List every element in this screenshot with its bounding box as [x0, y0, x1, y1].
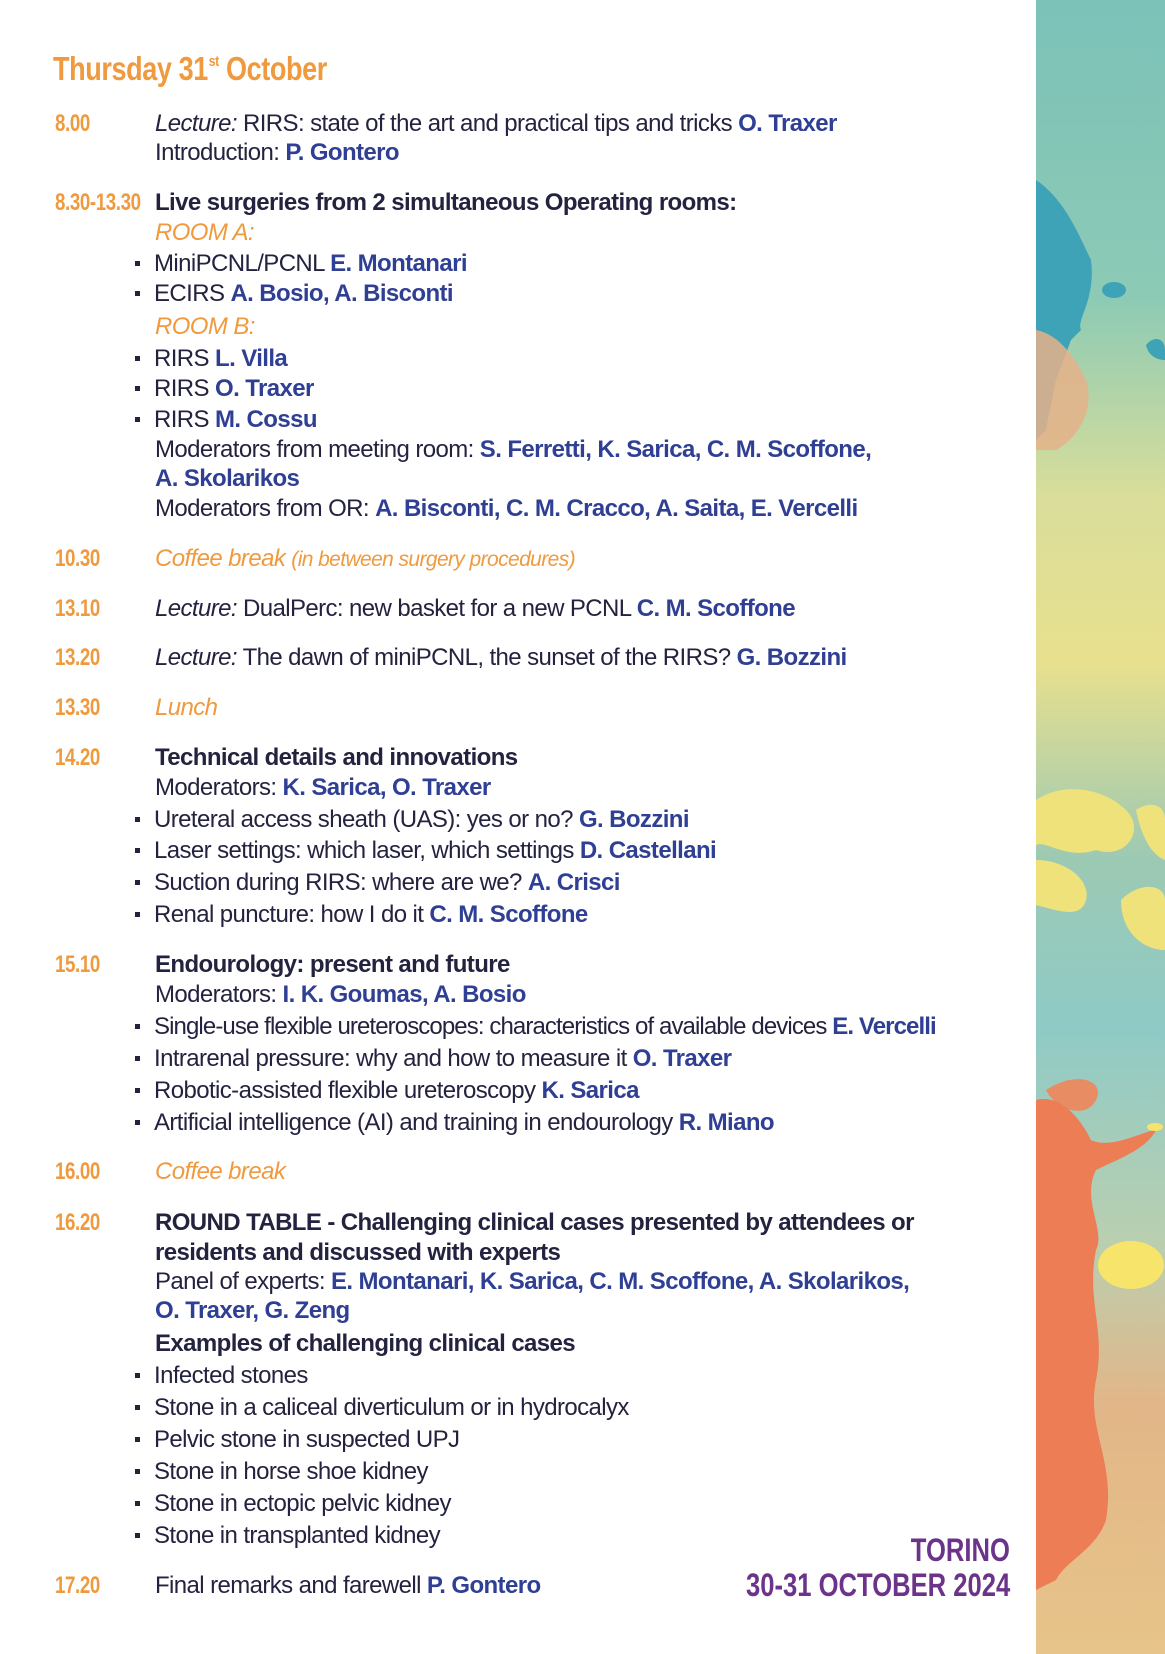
- lunch-label: Lunch: [155, 694, 218, 721]
- list-item: [135, 1361, 308, 1391]
- session-heading: Live surgeries from 2 simultaneous Operating rooms:: [155, 189, 737, 216]
- list-item: [135, 1457, 428, 1487]
- decorative-watercolor-art: [1036, 0, 1165, 1654]
- session-heading: Endourology: present and future: [155, 951, 510, 978]
- time-label: 13.20: [55, 644, 100, 671]
- bullet-icon: [135, 386, 140, 391]
- bullet-icon: [135, 880, 140, 885]
- item-text: Stone in ectopic pelvic kidney: [154, 1490, 451, 1517]
- moderator-names: A. Bisconti, C. M. Cracco, A. Saita, E. Vercelli: [375, 495, 858, 522]
- speaker-name: L. Villa: [215, 345, 288, 372]
- bullet-icon: [135, 1533, 140, 1538]
- lecture-title: The dawn of miniPCNL, the sunset of the RIRS?: [242, 644, 731, 671]
- list-item: [135, 405, 317, 435]
- closing-text: Final remarks and farewell: [155, 1572, 421, 1599]
- schedule-entry: [155, 1571, 541, 1601]
- bullet-icon: [135, 291, 140, 296]
- list-item: [135, 805, 689, 835]
- speaker-name: E. Montanari: [330, 250, 467, 277]
- panel-line: [155, 1267, 909, 1297]
- speaker-name: C. M. Scoffone: [636, 595, 795, 622]
- room-label: ROOM B:: [155, 313, 255, 340]
- list-item: [135, 1521, 440, 1551]
- item-text: RIRS: [154, 375, 209, 402]
- item-text: MiniPCNL/PCNL: [154, 250, 325, 277]
- list-item: [135, 1425, 459, 1455]
- panel-names: O. Traxer, G. Zeng: [155, 1297, 350, 1324]
- bullet-icon: [135, 1437, 140, 1442]
- schedule-entry: [155, 594, 795, 624]
- bullet-icon: [135, 1120, 140, 1125]
- speaker-name: E. Vercelli: [832, 1013, 936, 1040]
- moderators-label: Moderators from OR:: [155, 495, 369, 522]
- speaker-name: O. Traxer: [215, 375, 314, 402]
- time-label: 15.10: [55, 951, 100, 978]
- footer-city: TORINO: [910, 1532, 1010, 1568]
- time-label: 13.10: [55, 595, 100, 622]
- break-label: Coffee break: [155, 1158, 286, 1185]
- lecture-label: Lecture:: [155, 595, 237, 622]
- item-text: Laser settings: which laser, which settings: [154, 837, 574, 864]
- speaker-name: A. Crisci: [527, 869, 620, 896]
- bullet-icon: [135, 848, 140, 853]
- list-item: [135, 1044, 731, 1074]
- moderators-line: [155, 980, 526, 1010]
- bullet-icon: [135, 1373, 140, 1378]
- list-item: [135, 1076, 639, 1106]
- time-label: 8.30-13.30: [55, 189, 141, 216]
- bullet-icon: [135, 1056, 140, 1061]
- item-text: ECIRS: [154, 280, 225, 307]
- bullet-icon: [135, 1405, 140, 1410]
- title-day: Thursday 31: [53, 50, 208, 87]
- speaker-name: A. Bosio, A. Bisconti: [230, 280, 453, 307]
- lecture-label: Lecture:: [155, 644, 237, 671]
- moderator-names: K. Sarica, O. Traxer: [282, 774, 491, 801]
- moderator-names: A. Skolarikos: [155, 465, 300, 492]
- time-label: 8.00: [55, 110, 90, 137]
- break-entry: [155, 544, 575, 575]
- list-item: [135, 868, 620, 898]
- page-title: [53, 50, 327, 88]
- item-text: RIRS: [154, 345, 209, 372]
- list-item: [135, 836, 716, 866]
- item-text: Stone in a caliceal diverticulum or in hydrocalyx: [154, 1394, 629, 1421]
- bullet-icon: [135, 356, 140, 361]
- break-label: Coffee break: [155, 545, 286, 572]
- speaker-name: M. Cossu: [215, 406, 317, 433]
- item-text: Stone in transplanted kidney: [154, 1522, 441, 1549]
- bullet-icon: [135, 1088, 140, 1093]
- time-label: 16.20: [55, 1209, 100, 1236]
- speaker-name: D. Castellani: [579, 837, 717, 864]
- footer-dates: 30-31 OCTOBER 2024: [745, 1567, 1010, 1603]
- moderators-label: Moderators:: [155, 981, 277, 1008]
- speaker-name: G. Bozzini: [736, 644, 847, 671]
- lecture-title: RIRS: state of the art and practical tips and tricks: [243, 110, 733, 137]
- moderators-label: Moderators from meeting room:: [155, 436, 474, 463]
- item-text: Intrarenal pressure: why and how to measure it: [154, 1045, 627, 1072]
- list-item: [135, 374, 314, 404]
- list-item: [135, 1012, 936, 1042]
- bullet-icon: [135, 417, 140, 422]
- bullet-icon: [135, 1469, 140, 1474]
- bullet-icon: [135, 1501, 140, 1506]
- item-text: Pelvic stone in suspected UPJ: [154, 1426, 460, 1453]
- speaker-name: O. Traxer: [738, 110, 837, 137]
- title-month: October: [225, 50, 327, 87]
- item-text: Stone in horse shoe kidney: [154, 1458, 428, 1485]
- bullet-icon: [135, 817, 140, 822]
- list-item: [135, 1393, 629, 1423]
- item-text: RIRS: [154, 406, 209, 433]
- speaker-name: P. Gontero: [426, 1572, 541, 1599]
- session-heading: ROUND TABLE - Challenging clinical cases presented by attendees or: [155, 1209, 914, 1236]
- lecture-label: Lecture:: [155, 110, 237, 137]
- bullet-icon: [135, 261, 140, 266]
- title-ordinal: st: [208, 53, 219, 70]
- session-heading: Technical details and innovations: [155, 744, 518, 771]
- time-label: 10.30: [55, 545, 100, 572]
- schedule-subline: [155, 138, 399, 168]
- list-item: [135, 1108, 774, 1138]
- panel-label: Panel of experts:: [155, 1268, 325, 1295]
- schedule-entry: [155, 109, 837, 139]
- time-label: 14.20: [55, 744, 100, 771]
- break-note: (in between surgery procedures): [291, 548, 576, 571]
- item-text: Suction during RIRS: where are we?: [154, 869, 522, 896]
- item-text: Artificial intelligence (AI) and training in endourology: [154, 1109, 673, 1136]
- session-heading: residents and discussed with experts: [155, 1239, 561, 1266]
- list-item: [135, 1489, 451, 1519]
- speaker-name: G. Bozzini: [578, 806, 689, 833]
- item-text: Single-use flexible ureteroscopes: characteristics of available devices: [154, 1013, 827, 1040]
- bullet-icon: [135, 912, 140, 917]
- lecture-title: DualPerc: new basket for a new PCNL: [243, 595, 631, 622]
- speaker-name: R. Miano: [678, 1109, 774, 1136]
- list-item: [135, 900, 588, 930]
- time-label: 13.30: [55, 694, 100, 721]
- moderator-names: S. Ferretti, K. Sarica, C. M. Scoffone,: [479, 436, 872, 463]
- moderators-line: [155, 435, 871, 465]
- item-text: Infected stones: [154, 1362, 308, 1389]
- time-label: 16.00: [55, 1158, 100, 1185]
- list-item: [135, 344, 287, 374]
- moderators-label: Moderators:: [155, 774, 277, 801]
- list-item: [135, 249, 467, 279]
- item-text: Robotic-assisted flexible ureteroscopy: [154, 1077, 536, 1104]
- room-label: ROOM A:: [155, 219, 254, 246]
- moderators-line: [155, 773, 491, 803]
- speaker-name: O. Traxer: [632, 1045, 732, 1072]
- intro-label: Introduction:: [155, 139, 280, 166]
- moderator-names: I. K. Goumas, A. Bosio: [282, 981, 526, 1008]
- speaker-name: P. Gontero: [285, 139, 399, 166]
- item-text: Ureteral access sheath (UAS): yes or no?: [154, 806, 573, 833]
- speaker-name: K. Sarica: [541, 1077, 639, 1104]
- examples-heading: Examples of challenging clinical cases: [155, 1330, 576, 1357]
- schedule-entry: [155, 643, 847, 673]
- list-item: [135, 279, 453, 309]
- panel-names: E. Montanari, K. Sarica, C. M. Scoffone, A. Skolarikos,: [330, 1268, 910, 1295]
- time-label: 17.20: [55, 1572, 100, 1599]
- item-text: Renal puncture: how I do it: [154, 901, 424, 928]
- speaker-name: C. M. Scoffone: [429, 901, 588, 928]
- moderators-line: [155, 494, 858, 524]
- bullet-icon: [135, 1024, 140, 1029]
